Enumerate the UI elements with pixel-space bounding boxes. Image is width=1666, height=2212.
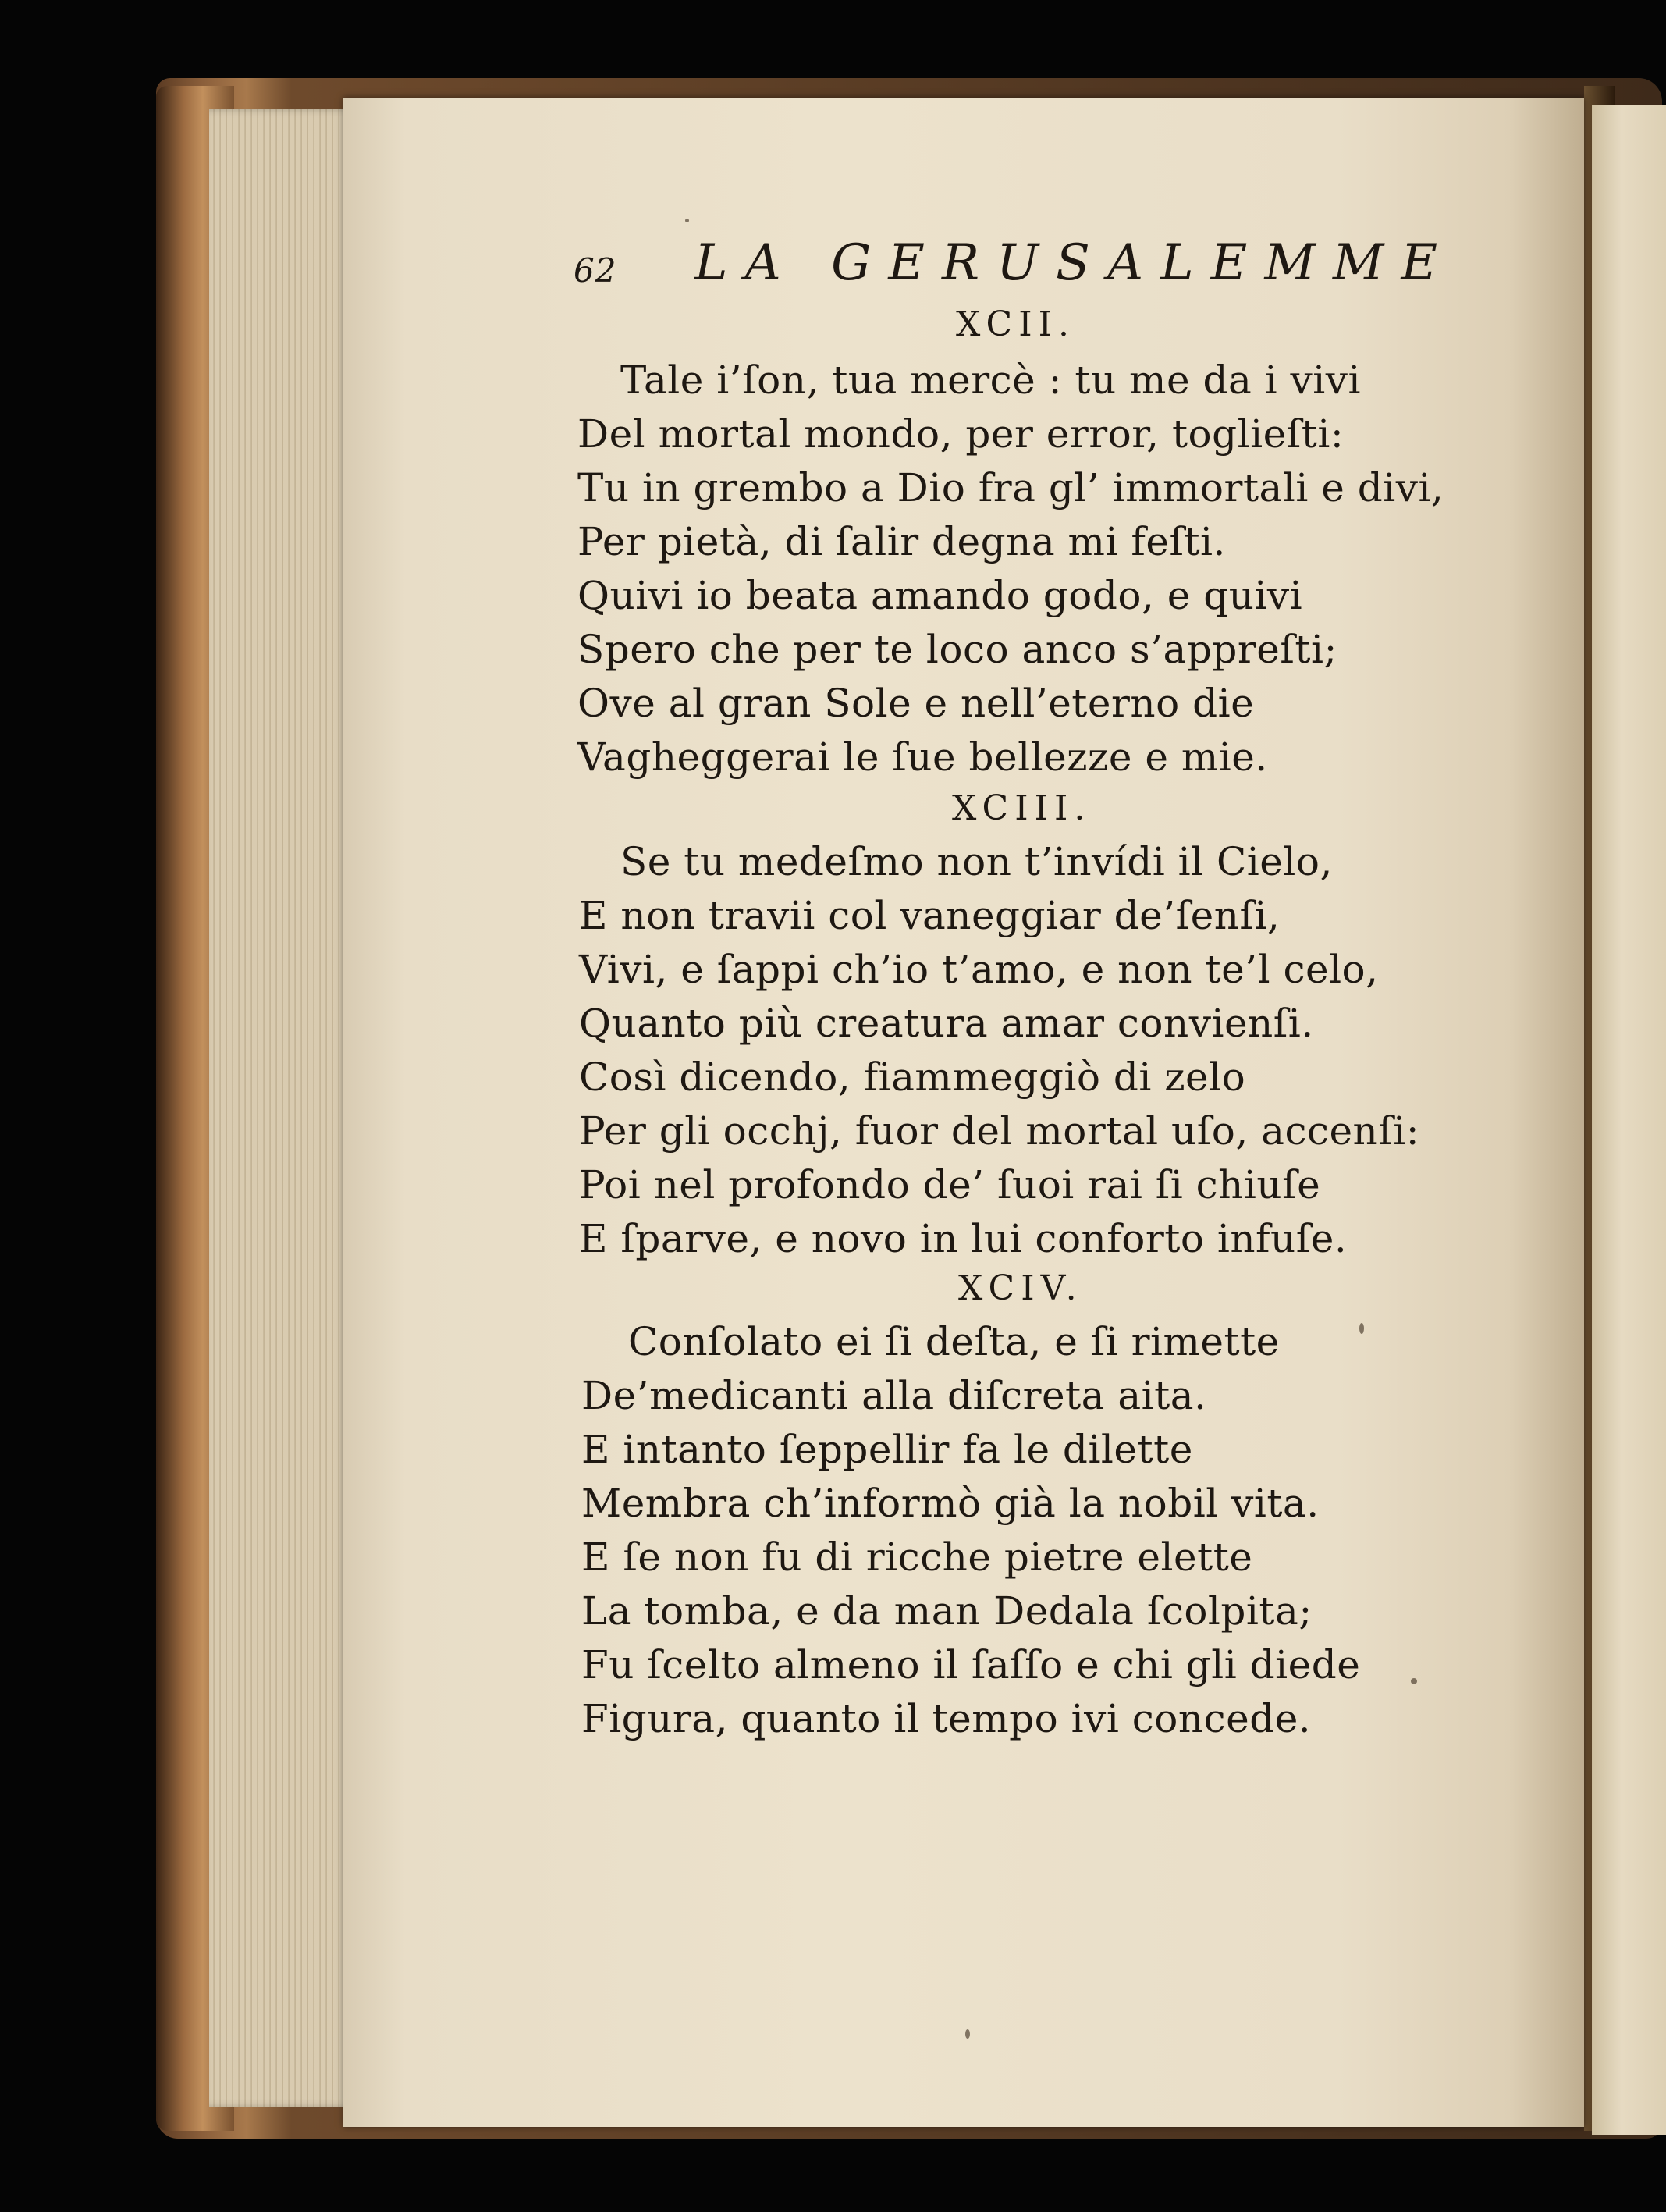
page-number: 62 — [574, 251, 617, 290]
verse-line: Tu in grembo a Dio fra gl’ immortali e divi, — [577, 465, 1444, 510]
verse-line: E non travii col vaneggiar de’ſenſi, — [579, 893, 1281, 938]
verse-line: Del mortal mondo, per error, toglieſti: — [577, 411, 1345, 457]
verse-line: E ſparve, e novo in lui conforto infuſe. — [579, 1216, 1348, 1261]
paper-speck — [685, 219, 689, 222]
verse-line: Per pietà, di ſalir degna mi feſti. — [577, 519, 1226, 564]
running-title: LA GERUSALEMME — [694, 234, 1455, 292]
verse-line: La tomba, e da man Dedala ſcolpita; — [581, 1588, 1313, 1634]
verse-line: Figura, quanto il tempo ivi concede. — [581, 1696, 1312, 1741]
verse-line: Per gli occhj, fuor del mortal uſo, accenſi: — [579, 1108, 1420, 1154]
verse-line: E ſe non fu di ricche pietre elette — [581, 1535, 1253, 1580]
verse-line: Fu ſcelto almeno il ſaſſo e chi gli diede — [581, 1642, 1361, 1687]
verse-line: Vivi, e ſappi ch’io t’amo, e non te’l celo, — [579, 947, 1379, 992]
verse-line: Spero che per te loco anco s’appreſti; — [577, 627, 1337, 672]
verse-line: Conſolato ei ſi deſta, e ſi rimette — [628, 1319, 1280, 1364]
verse-line: Poi nel profondo de’ ſuoi rai ſi chiuſe — [579, 1162, 1321, 1207]
stanza-number: XCIII. — [952, 788, 1092, 828]
verse-line: Vagheggerai le ſue bellezze e mie. — [577, 734, 1268, 780]
verse-line: De’medicanti alla diſcreta aita. — [581, 1373, 1207, 1418]
verse-line: Tale i’ſon, tua mercè : tu me da i vivi — [620, 357, 1362, 403]
verse-line: E intanto ſeppellir fa le dilette — [581, 1427, 1193, 1472]
verse-line: Quanto più creatura amar convienſi. — [579, 1001, 1314, 1046]
stanza-number: XCII. — [956, 304, 1075, 344]
running-head — [574, 234, 1455, 297]
verse-line: Quivi io beata amando godo, e quivi — [577, 573, 1303, 618]
verse-line: Così dicendo, fiammeggiò di zelo — [579, 1054, 1246, 1100]
stanza-number: XCIV. — [958, 1268, 1083, 1308]
verse-line: Membra ch’informò già la nobil vita. — [581, 1481, 1320, 1526]
paper-speck — [965, 2029, 970, 2039]
paper-speck — [1411, 1678, 1417, 1684]
verse-line: Ove al gran Sole e nell’eterno die — [577, 681, 1255, 726]
verse-line: Se tu medeſmo non t’invídi il Cielo, — [620, 839, 1333, 884]
paper-speck — [1359, 1323, 1364, 1334]
